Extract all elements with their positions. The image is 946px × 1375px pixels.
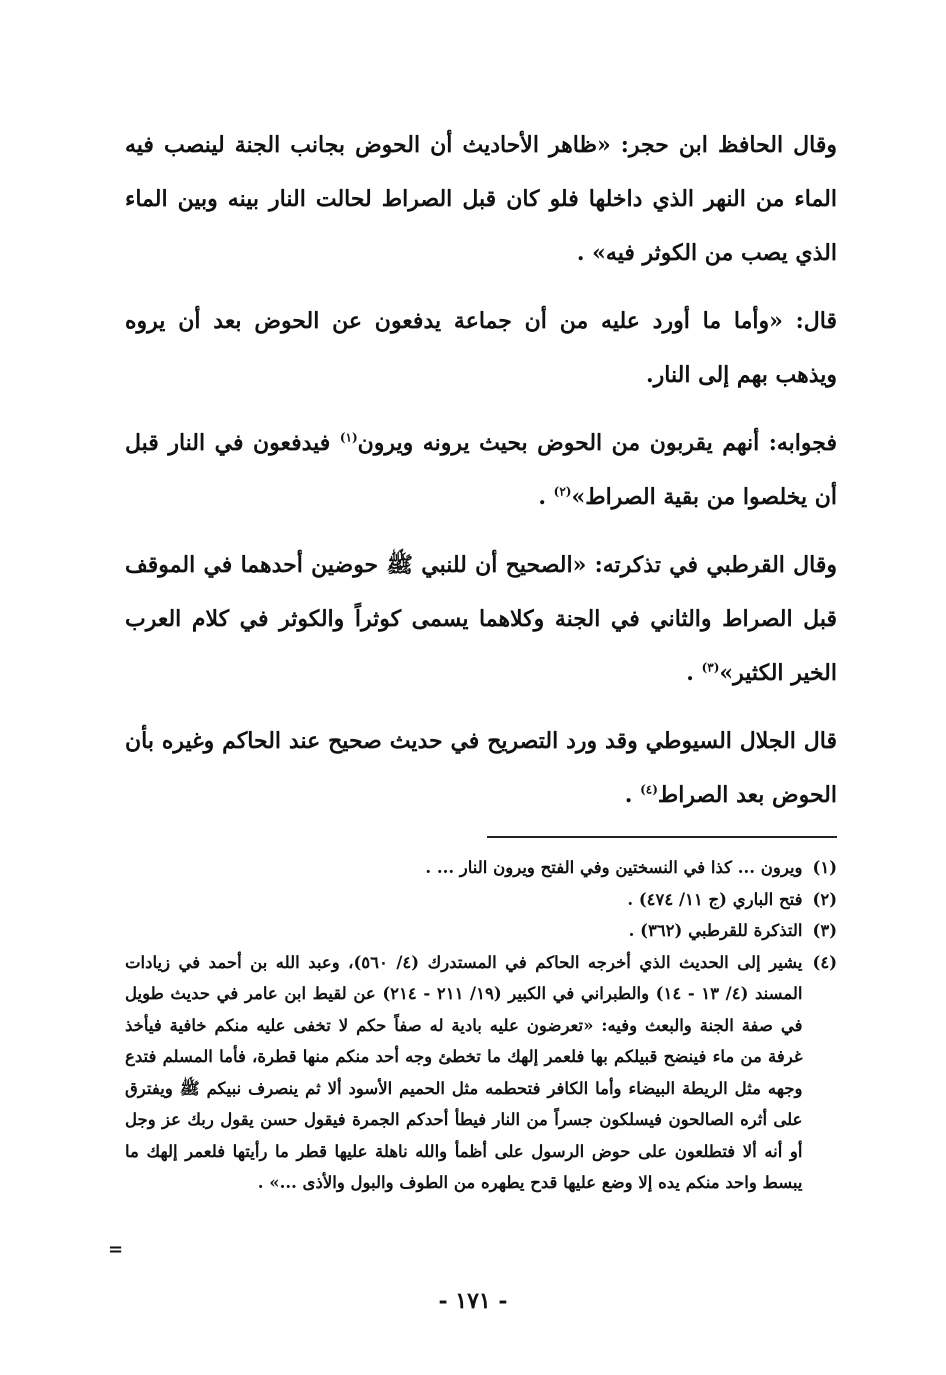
paragraph-3-text-b: فيدفعون في النار قبل أن يخلصوا من بقية الصراط» xyxy=(125,430,837,510)
footnote-number: (١) xyxy=(812,858,837,877)
footnote-ref-3[interactable]: (٣) xyxy=(701,660,720,675)
footnote-ref-4[interactable]: (٤) xyxy=(640,782,658,797)
footnote-text: ويرون ... كذا في النسختين وفي الفتح ويرون النار ... . xyxy=(425,858,803,877)
continuation-mark: = xyxy=(108,1239,124,1260)
paragraph-1: وقال الحافظ ابن حجر: «ظاهر الأحاديث أن الحوض بجانب الجنة لينصب فيه الماء من النهر الذي داخلها فلو كان قبل الصراط لحالت النار بينه وبين الماء الذي يصب من الكوثر فيه» . xyxy=(125,132,837,266)
footnote-2 xyxy=(125,884,837,916)
paragraph-4-text-b: . xyxy=(686,660,702,686)
paragraph-5-text-b: . xyxy=(624,782,641,808)
footnote-number: (٣) xyxy=(812,921,837,940)
paragraph-5-text-a: قال الجلال السيوطي وقد ورد التصريح في حديث صحيح عند الحاكم وغيره بأن الحوض بعد الصراط xyxy=(125,728,837,808)
footnote-ref-2[interactable]: (٢) xyxy=(553,484,572,499)
footnote-text: فتح الباري (ج ١١/ ٤٧٤) . xyxy=(627,889,803,909)
footnote-3 xyxy=(125,915,837,947)
footnote-text: التذكرة للقرطبي (٣٦٢) . xyxy=(628,921,803,940)
footnote-number: (٢) xyxy=(812,889,837,909)
footnote-divider xyxy=(487,836,837,838)
paragraph-3-text-c: . xyxy=(538,484,554,510)
footnote-text: يشير إلى الحديث الذي أخرجه الحاكم في المستدرك (٤/ ٥٦٠)، وعبد الله بن أحمد في زيادات المسند (٤/ ١٣ - ١٤) والطبراني في الكبير (١٩/ ٢١١ - ٢١٤) عن لقيط ابن عامر في حديث طويل في صفة الجنة والبعث وفيه: «تعرضون عليه بادية له صفاً حكم لا تخفى عليه منكم خافية فيأخذ غرفة من ماء فينضح قبيلكم بها فلعمر إلهك ما تخطئ وجه أحد منكم منها قطرة، فأما المسلم فتدع وجهه مثل الريطة البيضاء وأما الكافر فتحطمه مثل الحميم الأسود ألا ثم ينصرف نبيكم ﷺ ويفترق على أثره الصالحون فيسلكون جسراً من النار فيطأ أحدكم الجمرة فيقول حسن يقول ربك عز وجل أو أنه ألا فتطلعون على حوض الرسول على أظمأ والله ناهلة عليها قطر ما رأيتها فلعمر إلهك ما يبسط واحد منكم يده إلا وضع عليها قدح يطهره من الطوف والبول والأذى ...» . xyxy=(125,952,803,1192)
page-body xyxy=(125,118,837,1199)
paragraph-5 xyxy=(125,714,837,822)
paragraph-3 xyxy=(125,416,837,524)
paragraph-3-text-a: فجوابه: أنهم يقربون من الحوض بحيث يرونه ويرون xyxy=(357,430,837,456)
footnote-number: (٤) xyxy=(812,952,837,972)
paragraph-2: قال: «وأما ما أورد عليه من أن جماعة يدفعون عن الحوض بعد أن يروه ويذهب بهم إلى النار. xyxy=(125,308,837,388)
footnote-4 xyxy=(125,947,837,1199)
page-number: - ١٧١ - xyxy=(438,1288,508,1314)
footnote-1 xyxy=(125,852,837,884)
footnote-ref-1[interactable]: (١) xyxy=(339,430,358,445)
paragraph-4 xyxy=(125,538,837,700)
paragraph-4-text-a: وقال القرطبي في تذكرته: «الصحيح أن للنبي ﷺ حوضين أحدهما في الموقف قبل الصراط والثاني في الجنة وكلاهما يسمى كوثراً والكوثر في كلام العرب الخير الكثير» xyxy=(125,552,838,686)
